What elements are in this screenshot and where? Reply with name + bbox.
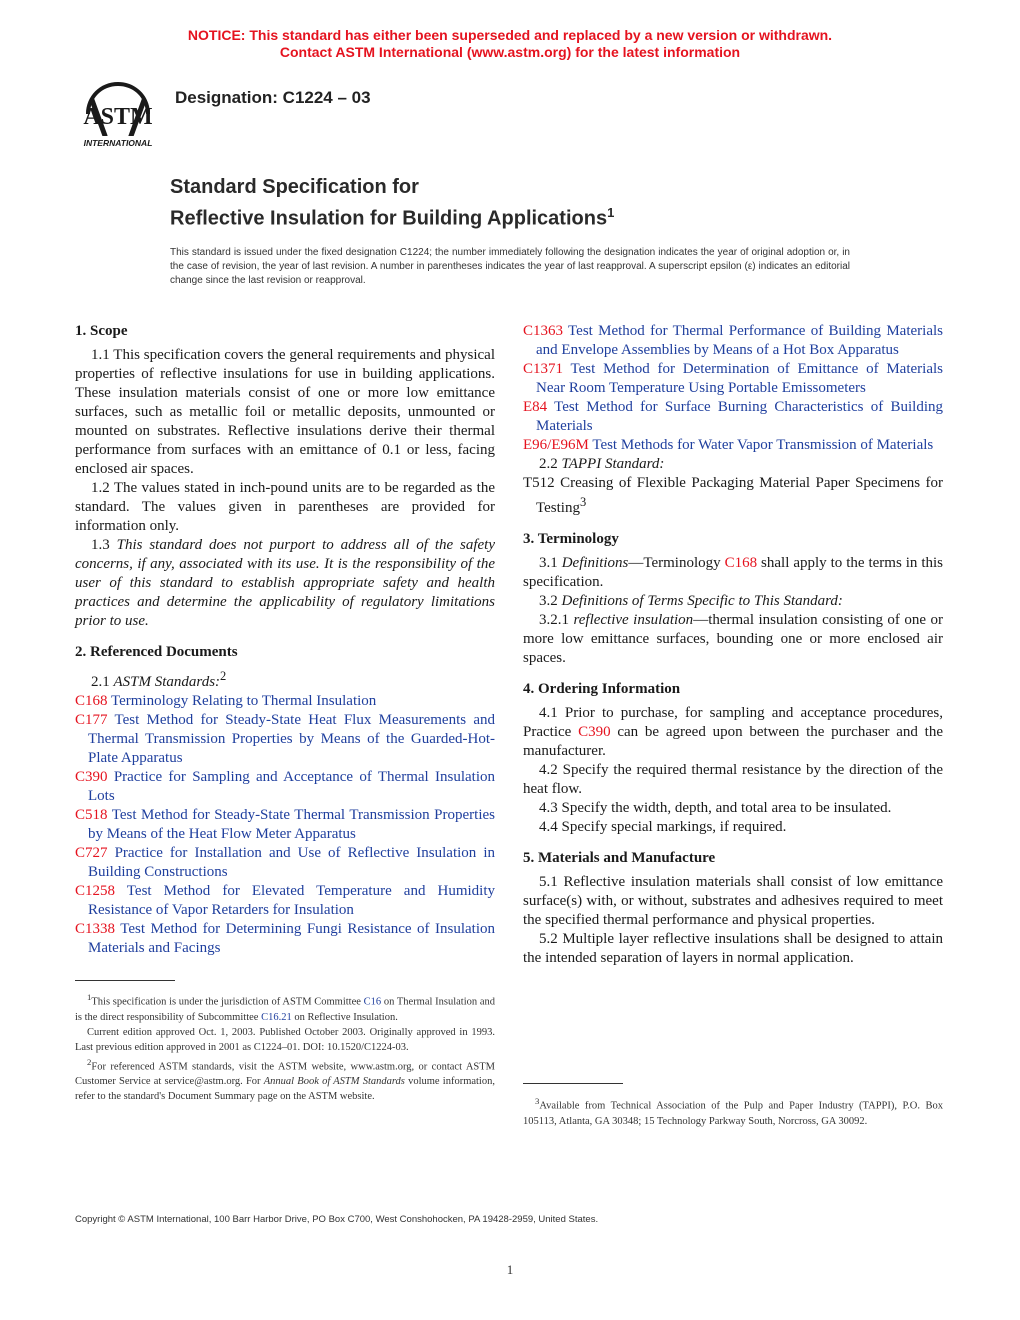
tappi-reference: T512 Creasing of Flexible Packaging Material Paper Specimens for Testing$^3$	[523, 475, 943, 516]
footnote-divider-left	[75, 980, 175, 981]
reference-title-link[interactable]: Test Method for Determination of Emittance of Materials Near Room Temperature Using Portable Emissometers	[536, 361, 943, 396]
reference-code-link[interactable]: E96/E96M	[523, 437, 589, 453]
footnote-3: $^3$Available from Technical Association of the Pulp and Paper Industry (TAPPI), P.O. Box 105113, Atlanta, GA 30348; 15 Technology Parkway South, Norcross, GA 30092.	[523, 1096, 943, 1127]
reference-code-link[interactable]: C1258	[75, 883, 116, 899]
paragraph-3-1: 3.1 Definitions—Terminology C168 shall apply to the terms in this specification.	[523, 555, 943, 590]
reference-code-link[interactable]: C177	[75, 712, 108, 728]
subheading-tappi-standard: 2.2 TAPPI Standard:	[539, 456, 665, 472]
reference-title-link[interactable]: Test Method for Steady-State Heat Flux Measurements and Thermal Transmission Properties by Means of the Guarded-Hot-Plate Apparatus	[88, 712, 495, 766]
paragraph-4-3: 4.3 Specify the width, depth, and total area to be insulated.	[539, 800, 892, 816]
reference-code-link[interactable]: C1338	[75, 921, 116, 937]
section-heading-referenced-documents: 2. Referenced Documents	[75, 644, 238, 660]
reference-title-link[interactable]: Test Method for Thermal Performance of Building Materials and Envelope Assemblies by Means of a Hot Box Apparatus	[536, 323, 943, 358]
reference-link-c390[interactable]: C390	[578, 724, 611, 740]
logo-wordmark: ASTM	[83, 104, 153, 130]
reference-item	[523, 360, 943, 398]
paragraph-1-3: 1.3 This standard does not purport to address all of the safety concerns, if any, associated with its use. It is the responsibility of the user of this standard to establish appropriate safety and health practices and determine the applicability of regulatory limitations prior to use.	[75, 537, 496, 629]
title-footnote-ref[interactable]: 1	[607, 205, 615, 220]
reference-item	[75, 920, 495, 958]
notice-line-2: Contact ASTM International (www.astm.org) for the latest information	[279, 44, 741, 60]
reference-title-link[interactable]: Test Method for Steady-State Thermal Transmission Properties by Means of the Heat Flow Meter Apparatus	[88, 807, 495, 842]
reference-item	[75, 806, 495, 844]
paragraph-4-1: 4.1 Prior to purchase, for sampling and acceptance procedures, Practice C390 can be agreed upon between the purchaser and the manufacturer.	[523, 705, 943, 759]
designation: Designation: C1224 – 03	[175, 88, 371, 107]
paragraph-1-2: 1.2 The values stated in inch-pound units are to be regarded as the standard. The values given in parentheses are provided for information only.	[75, 480, 495, 534]
paragraph-3-2-1: 3.2.1 reflective insulation—thermal insulation consisting of one or more low emittance surfaces, bounding one or more enclosed air spaces.	[523, 612, 943, 666]
reference-link-c168[interactable]: C168	[724, 555, 758, 571]
notice-line-1: NOTICE: This standard has either been superseded and replaced by a new version or withdrawn.	[187, 27, 833, 43]
reference-code-link[interactable]: C168	[75, 693, 108, 709]
subcommittee-link[interactable]: C16.21	[261, 1011, 292, 1023]
astm-logo	[76, 78, 160, 150]
document-title	[170, 175, 614, 232]
section-heading-terminology: 3. Terminology	[523, 531, 619, 547]
paragraph-5-1: 5.1 Reflective insulation materials shall consist of low emittance surface(s) with, or without, substrates and adhesives required to meet the specified thermal performance and physical properties.	[523, 874, 943, 928]
reference-item	[75, 844, 495, 882]
copyright-line: Copyright © ASTM International, 100 Barr Harbor Drive, PO Box C700, West Conshohocken, PA 19428-2959, United States.	[75, 1214, 599, 1225]
logo-subtext: INTERNATIONAL	[83, 138, 153, 148]
footnotes-right	[523, 1094, 943, 1129]
paragraph-1-1: 1.1 This specification covers the general requirements and physical properties of reflective insulations for use in building applications. These insulation materials consist of one or more low emittance surfaces, such as metallic foil or metallic deposits, unmounted or mounted on substrates. Reflective insulations derive their thermal performance from surfaces with an emittance of 0.1 or less, facing enclosed air spaces.	[75, 347, 495, 477]
superseded-notice	[0, 27, 1020, 61]
reference-title-link[interactable]: Test Method for Determining Fungi Resistance of Insulation Materials and Facings	[88, 921, 495, 956]
footnote-2: $^2$For referenced ASTM standards, visit the ASTM website, www.astm.org, or contact ASTM Customer Service at service@astm.org. For Annual Book of ASTM Standards volume information, refer to the standard's Document Summary page on the ASTM website.	[75, 1056, 495, 1102]
committee-link[interactable]: C16	[363, 996, 382, 1008]
paragraph-5-2: 5.2 Multiple layer reflective insulations shall be designed to attain the intended separation of layers in normal application.	[523, 931, 943, 966]
reference-code-link[interactable]: C1363	[523, 323, 564, 339]
paragraph-4-4: 4.4 Specify special markings, if required.	[539, 819, 787, 835]
reference-code-link[interactable]: C518	[75, 807, 108, 823]
reference-title-link[interactable]: Practice for Sampling and Acceptance of Thermal Insulation Lots	[88, 769, 495, 804]
section-heading-scope: 1. Scope	[75, 323, 128, 339]
reference-item	[75, 768, 495, 806]
footnote-divider-right	[523, 1083, 623, 1084]
reference-code-link[interactable]: E84	[523, 399, 548, 415]
paragraph-3-2: 3.2 Definitions of Terms Specific to This Standard:	[539, 593, 843, 609]
reference-title-link[interactable]: Terminology Relating to Thermal Insulation	[107, 693, 377, 709]
reference-item	[75, 882, 495, 920]
reference-item	[523, 322, 943, 360]
reference-title-link[interactable]: Practice for Installation and Use of Reflective Insulation in Building Constructions	[88, 845, 495, 880]
reference-title-link[interactable]: Test Method for Elevated Temperature and Humidity Resistance of Vapor Retarders for Insulation	[88, 883, 495, 918]
page-number: 1	[506, 1262, 514, 1277]
reference-title-link[interactable]: Test Methods for Water Vapor Transmission of Materials	[588, 437, 934, 453]
left-column	[75, 322, 495, 958]
reference-item	[75, 692, 495, 711]
reference-item	[75, 711, 495, 768]
reference-code-link[interactable]: C390	[75, 769, 108, 785]
title-line-1: Standard Specification for	[170, 176, 419, 198]
title-line-2: Reflective Insulation for Building Applications$^1$	[170, 205, 615, 230]
footnote-1-edition: Current edition approved Oct. 1, 2003. Published October 2003. Originally approved in 1993. Last previous edition approved in 2001 as C1224–01. DOI: 10.1520/C1224-03.	[75, 1026, 495, 1053]
footnotes-left	[75, 990, 495, 1104]
right-column	[523, 322, 943, 968]
issuance-note: This standard is issued under the fixed designation C1224; the number immediately following the designation indicates the year of original adoption or, in the case of revision, the year of last revision. A number in parentheses indicates the year of last reapproval. A superscript epsilon (ε) indicates an editorial change since the last revision or reapproval.	[170, 247, 850, 286]
astm-reference-list-continued	[523, 322, 943, 455]
reference-item	[523, 436, 943, 455]
subheading-astm-standards: 2.1 ASTM Standards:$^2$	[91, 669, 227, 690]
paragraph-4-2: 4.2 Specify the required thermal resistance by the direction of the heat flow.	[523, 762, 943, 797]
reference-item	[523, 398, 943, 436]
reference-title-link[interactable]: Test Method for Surface Burning Characteristics of Building Materials	[536, 399, 943, 434]
section-heading-ordering-information: 4. Ordering Information	[523, 681, 681, 697]
astm-reference-list	[75, 692, 495, 958]
section-heading-materials-and-manufacture: 5. Materials and Manufacture	[523, 850, 716, 866]
reference-code-link[interactable]: C1371	[523, 361, 564, 377]
footnote-1: $^1$This specification is under the jurisdiction of ASTM Committee C16 on Thermal Insulation and is the direct responsibility of Subcommittee C16.21 on Reflective Insulation.	[75, 992, 495, 1023]
reference-code-link[interactable]: C727	[75, 845, 108, 861]
